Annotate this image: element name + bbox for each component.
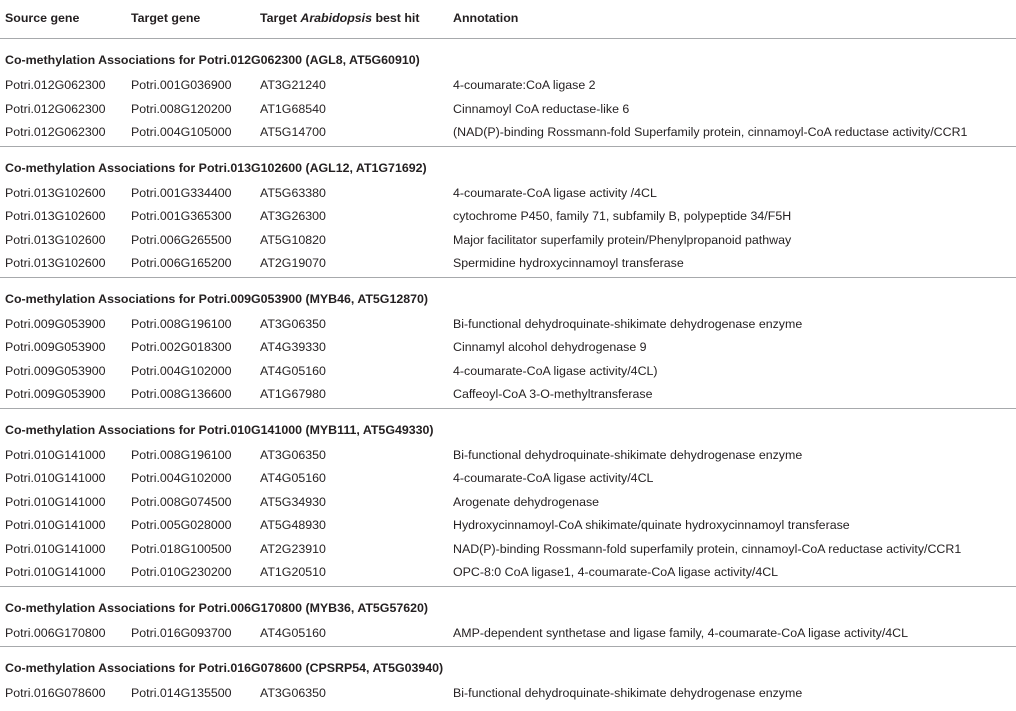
cell-annotation: 4-coumarate:CoA ligase 2 bbox=[453, 78, 596, 92]
cell-annotation: 4-coumarate-CoA ligase activity /4CL bbox=[453, 185, 657, 200]
cell-annotation: (NAD(P)-binding Rossmann-fold Superfamily protein, cinnamoyl-CoA reductase activity/CCR1 bbox=[453, 125, 968, 139]
table-row bbox=[0, 445, 1016, 469]
table-row bbox=[0, 75, 1016, 99]
table-header-row bbox=[0, 0, 1016, 39]
table-row bbox=[0, 183, 1016, 207]
group-header-row bbox=[0, 147, 1016, 183]
cell-annotation: Hydroxycinnamoyl-CoA shikimate/quinate hydroxycinnamoyl transferase bbox=[453, 518, 850, 532]
table-group bbox=[0, 39, 1016, 147]
cell-target-gene: Potri.005G028000 bbox=[131, 518, 232, 532]
header-annotation: Annotation bbox=[453, 11, 519, 25]
cell-source-gene: Potri.010G141000 bbox=[5, 565, 106, 579]
cell-source-gene: Potri.010G141000 bbox=[5, 447, 106, 462]
cell-arabidopsis-hit: AT4G05160 bbox=[260, 363, 326, 378]
cell-annotation: Bi-functional dehydroquinate-shikimate dehydrogenase enzyme bbox=[453, 447, 803, 462]
cell-source-gene: Potri.009G053900 bbox=[5, 387, 106, 401]
cell-annotation: OPC-8:0 CoA ligase1, 4-coumarate-CoA ligase activity/4CL bbox=[453, 565, 779, 579]
cell-target-gene: Potri.006G165200 bbox=[131, 256, 232, 270]
table-group bbox=[0, 278, 1016, 409]
header-arabidopsis-best-hit bbox=[260, 11, 420, 25]
cell-source-gene: Potri.010G141000 bbox=[5, 471, 106, 485]
cell-annotation: Caffeoyl-CoA 3-O-methyltransferase bbox=[453, 387, 653, 401]
table-row bbox=[0, 539, 1016, 563]
cell-target-gene: Potri.001G036900 bbox=[131, 78, 232, 92]
cell-arabidopsis-hit: AT5G34930 bbox=[260, 494, 326, 509]
table-row bbox=[0, 623, 1016, 647]
cell-source-gene: Potri.010G141000 bbox=[5, 518, 106, 532]
cell-target-gene: Potri.008G136600 bbox=[131, 387, 232, 401]
cell-annotation: Bi-functional dehydroquinate-shikimate dehydrogenase enzyme bbox=[453, 316, 803, 331]
table-row bbox=[0, 253, 1016, 277]
cell-arabidopsis-hit: AT2G23910 bbox=[260, 541, 326, 556]
header-hit-italic: Arabidopsis bbox=[300, 11, 372, 25]
cell-target-gene: Potri.014G135500 bbox=[131, 686, 232, 700]
cell-arabidopsis-hit: AT1G20510 bbox=[260, 565, 326, 579]
cell-annotation: 4-coumarate-CoA ligase activity/4CL bbox=[453, 471, 654, 485]
cell-source-gene: Potri.013G102600 bbox=[5, 209, 106, 223]
table-row bbox=[0, 515, 1016, 539]
cell-annotation: AMP-dependent synthetase and ligase family, 4-coumarate-CoA ligase activity/4CL bbox=[453, 625, 909, 640]
cell-annotation: Cinnamyl alcohol dehydrogenase 9 bbox=[453, 340, 647, 354]
cell-arabidopsis-hit: AT4G39330 bbox=[260, 340, 326, 354]
cell-annotation: NAD(P)-binding Rossmann-fold superfamily protein, cinnamoyl-CoA reductase activity/CCR1 bbox=[453, 541, 962, 556]
group-title: Co-methylation Associations for Potri.016G078600 (CPSRP54, AT5G03940) bbox=[5, 661, 444, 675]
cell-arabidopsis-hit: AT5G14700 bbox=[260, 125, 326, 139]
table-row bbox=[0, 468, 1016, 492]
group-header-row bbox=[0, 409, 1016, 445]
cell-source-gene: Potri.010G141000 bbox=[5, 494, 106, 509]
group-header-row bbox=[0, 587, 1016, 623]
table-row bbox=[0, 337, 1016, 361]
cell-target-gene: Potri.008G120200 bbox=[131, 101, 232, 116]
table-group bbox=[0, 587, 1016, 648]
cell-arabidopsis-hit: AT2G19070 bbox=[260, 256, 326, 270]
cell-source-gene: Potri.009G053900 bbox=[5, 340, 106, 354]
cell-target-gene: Potri.001G334400 bbox=[131, 185, 232, 200]
cell-source-gene: Potri.012G062300 bbox=[5, 78, 106, 92]
cell-arabidopsis-hit: AT1G68540 bbox=[260, 101, 326, 116]
cell-arabidopsis-hit: AT5G48930 bbox=[260, 518, 326, 532]
cell-arabidopsis-hit: AT5G10820 bbox=[260, 232, 326, 247]
cell-target-gene: Potri.004G102000 bbox=[131, 363, 232, 378]
table-row bbox=[0, 384, 1016, 408]
cell-arabidopsis-hit: AT4G05160 bbox=[260, 625, 326, 640]
cell-target-gene: Potri.008G196100 bbox=[131, 447, 232, 462]
cell-arabidopsis-hit: AT5G63380 bbox=[260, 185, 326, 200]
cell-arabidopsis-hit: AT1G67980 bbox=[260, 387, 326, 401]
cell-target-gene: Potri.008G196100 bbox=[131, 316, 232, 331]
cell-annotation: cytochrome P450, family 71, subfamily B, polypeptide 34/F5H bbox=[453, 209, 792, 223]
header-source-gene: Source gene bbox=[5, 11, 80, 25]
table-group bbox=[0, 147, 1016, 278]
cell-source-gene: Potri.009G053900 bbox=[5, 316, 106, 331]
cell-source-gene: Potri.009G053900 bbox=[5, 363, 106, 378]
table-row bbox=[0, 314, 1016, 338]
header-hit-prefix: Target bbox=[260, 11, 301, 25]
cell-target-gene: Potri.004G102000 bbox=[131, 471, 232, 485]
group-title: Co-methylation Associations for Potri.010G141000 (MYB111, AT5G49330) bbox=[5, 422, 434, 437]
cell-source-gene: Potri.012G062300 bbox=[5, 125, 106, 139]
cell-annotation: Major facilitator superfamily protein/Phenylpropanoid pathway bbox=[453, 232, 792, 247]
cell-target-gene: Potri.008G074500 bbox=[131, 494, 232, 509]
cell-arabidopsis-hit: AT3G06350 bbox=[260, 316, 326, 331]
group-title: Co-methylation Associations for Potri.006G170800 (MYB36, AT5G57620) bbox=[5, 600, 429, 615]
cell-arabidopsis-hit: AT3G06350 bbox=[260, 447, 326, 462]
header-target-gene: Target gene bbox=[131, 11, 201, 25]
table-row bbox=[0, 361, 1016, 385]
table-group bbox=[0, 409, 1016, 587]
cell-annotation: Bi-functional dehydroquinate-shikimate dehydrogenase enzyme bbox=[453, 686, 803, 700]
table-group bbox=[0, 647, 1016, 707]
cell-target-gene: Potri.010G230200 bbox=[131, 565, 232, 579]
group-title: Co-methylation Associations for Potri.013G102600 (AGL12, AT1G71692) bbox=[5, 160, 427, 175]
cell-source-gene: Potri.006G170800 bbox=[5, 625, 106, 640]
cell-source-gene: Potri.012G062300 bbox=[5, 101, 106, 116]
group-header-row bbox=[0, 278, 1016, 314]
cell-arabidopsis-hit: AT4G05160 bbox=[260, 471, 326, 485]
cell-source-gene: Potri.016G078600 bbox=[5, 686, 106, 700]
group-header-row bbox=[0, 647, 1016, 683]
table-row bbox=[0, 683, 1016, 707]
cell-source-gene: Potri.013G102600 bbox=[5, 185, 106, 200]
cell-source-gene: Potri.010G141000 bbox=[5, 541, 106, 556]
cell-target-gene: Potri.006G265500 bbox=[131, 232, 232, 247]
table-row bbox=[0, 492, 1016, 516]
table-row bbox=[0, 122, 1016, 146]
group-title: Co-methylation Associations for Potri.009G053900 (MYB46, AT5G12870) bbox=[5, 291, 429, 306]
header-hit-suffix: best hit bbox=[372, 11, 420, 25]
group-header-row bbox=[0, 39, 1016, 75]
cell-arabidopsis-hit: AT3G06350 bbox=[260, 686, 326, 700]
cell-source-gene: Potri.013G102600 bbox=[5, 232, 106, 247]
cell-target-gene: Potri.018G100500 bbox=[131, 541, 232, 556]
cell-arabidopsis-hit: AT3G21240 bbox=[260, 78, 326, 92]
cell-annotation: Cinnamoyl CoA reductase-like 6 bbox=[453, 101, 630, 116]
cell-annotation: Spermidine hydroxycinnamoyl transferase bbox=[453, 256, 684, 270]
cell-arabidopsis-hit: AT3G26300 bbox=[260, 209, 326, 223]
table-row bbox=[0, 230, 1016, 254]
cell-source-gene: Potri.013G102600 bbox=[5, 256, 106, 270]
table-body bbox=[0, 39, 1016, 707]
cell-target-gene: Potri.004G105000 bbox=[131, 125, 232, 139]
cell-target-gene: Potri.002G018300 bbox=[131, 340, 232, 354]
cell-target-gene: Potri.016G093700 bbox=[131, 625, 232, 640]
table-row bbox=[0, 206, 1016, 230]
cell-annotation: Arogenate dehydrogenase bbox=[453, 494, 600, 509]
table-row bbox=[0, 562, 1016, 586]
cell-annotation: 4-coumarate-CoA ligase activity/4CL) bbox=[453, 363, 658, 378]
group-title: Co-methylation Associations for Potri.012G062300 (AGL8, AT5G60910) bbox=[5, 53, 420, 67]
cell-target-gene: Potri.001G365300 bbox=[131, 209, 232, 223]
table-row bbox=[0, 99, 1016, 123]
